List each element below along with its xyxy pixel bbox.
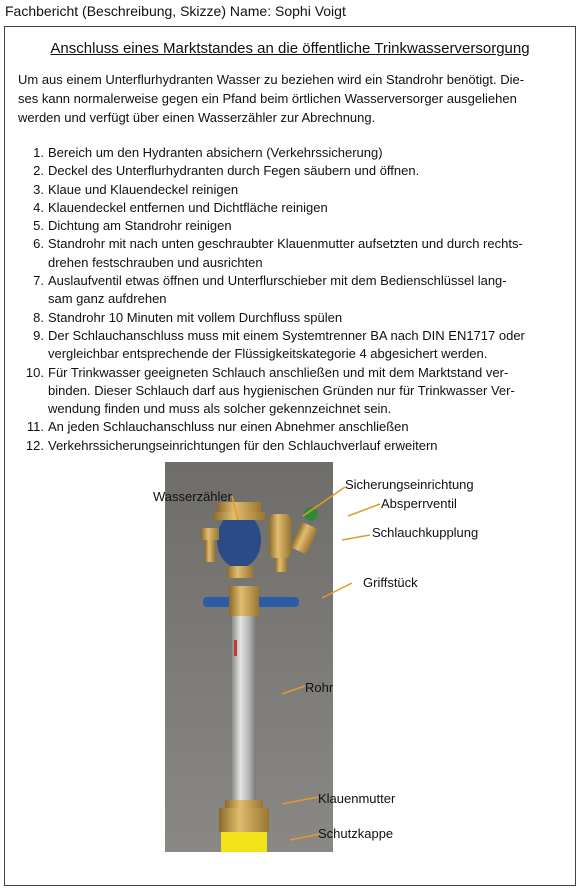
step-text-line: drehen festschrauben und ausrichten — [48, 254, 263, 270]
step-text-line: Dichtung am Standrohr reinigen — [48, 218, 232, 234]
step-text-line: vergleichbar entsprechende der Flüssigkeitskategorie 4 abgesichert werden. — [48, 346, 488, 362]
intro-line: ses kann normalerweise gegen ein Pfand beim örtlichen Wasserversorger ausgeliehen — [18, 91, 517, 106]
step-number: 11. — [26, 419, 44, 435]
label-klauenmutter: Klauenmutter — [318, 791, 396, 806]
step-text-line: Standrohr mit nach unten geschraubter Klauenmutter aufsetzten und durch rechts- — [48, 236, 523, 252]
step-text-line: Klaue und Klauendeckel reinigen — [48, 181, 239, 197]
step-text-line: Standrohr 10 Minuten mit vollem Durchfluss spülen — [48, 309, 343, 325]
step-text-line: Deckel des Unterflurhydranten durch Fegen säubern und öffnen. — [48, 163, 420, 179]
step-number: 12. — [25, 437, 44, 453]
step-text-line: Auslaufventil etwas öffnen und Unterflurschieber mit dem Bedienschlüssel lang- — [48, 273, 507, 289]
intro-line: Um aus einem Unterflurhydranten Wasser zu beziehen wird ein Standrohr benötigt. Die- — [18, 72, 525, 87]
label-schlauchkupplung: Schlauchkupplung — [372, 525, 479, 540]
report-title: Anschluss eines Marktstandes an die öffentliche Trinkwasserversorgung — [50, 40, 530, 57]
intro-line: werden und verfügt über einen Wasserzähler zur Abrechnung. — [18, 110, 376, 125]
label-sicherungseinrichtung: Sicherungseinrichtung — [345, 477, 474, 492]
step-number: 7. — [33, 273, 44, 289]
step-number: 9. — [33, 327, 44, 343]
step-number: 6. — [33, 236, 44, 252]
step-number: 3. — [33, 181, 44, 197]
document-header: Fachbericht (Beschreibung, Skizze) Name: Sophi Voigt — [5, 3, 346, 19]
step-text-line: wendung finden und muss als solcher gekennzeichnet sein. — [48, 401, 392, 417]
step-text-line: sam ganz aufdrehen — [48, 291, 167, 307]
step-number: 1. — [33, 145, 44, 160]
label-schutzkappe: Schutzkappe — [318, 826, 394, 841]
label-rohr: Rohr — [305, 680, 334, 695]
step-text-line: Für Trinkwasser geeigneten Schlauch anschließen und mit dem Marktstand ver- — [48, 364, 509, 380]
step-text-line: binden. Dieser Schlauch darf aus hygienischen Gründen nur für Trinkwasser Ver- — [48, 382, 515, 398]
step-text-line: Klauendeckel entfernen und Dichtfläche reinigen — [48, 199, 328, 215]
step-text-line: An jeden Schlauchanschluss nur einen Abnehmer anschließen — [48, 419, 409, 435]
label-wasserzaehler: Wasserzähler — [153, 489, 232, 504]
step-text-line: Bereich um den Hydranten absichern (Verkehrssicherung) — [48, 145, 383, 160]
step-number: 10. — [25, 364, 44, 380]
label-absperrventil: Absperrventil — [381, 496, 457, 511]
step-number: 8. — [33, 309, 44, 325]
step-number: 2. — [33, 163, 44, 179]
step-text-line: Verkehrssicherungseinrichtungen für den Schlauchverlauf erweitern — [48, 437, 438, 453]
label-griffstueck: Griffstück — [363, 575, 418, 590]
step-number: 5. — [33, 218, 44, 234]
step-number: 4. — [33, 199, 44, 215]
step-text-line: Der Schlauchanschluss muss mit einem Systemtrenner BA nach DIN EN1717 oder — [48, 327, 525, 343]
